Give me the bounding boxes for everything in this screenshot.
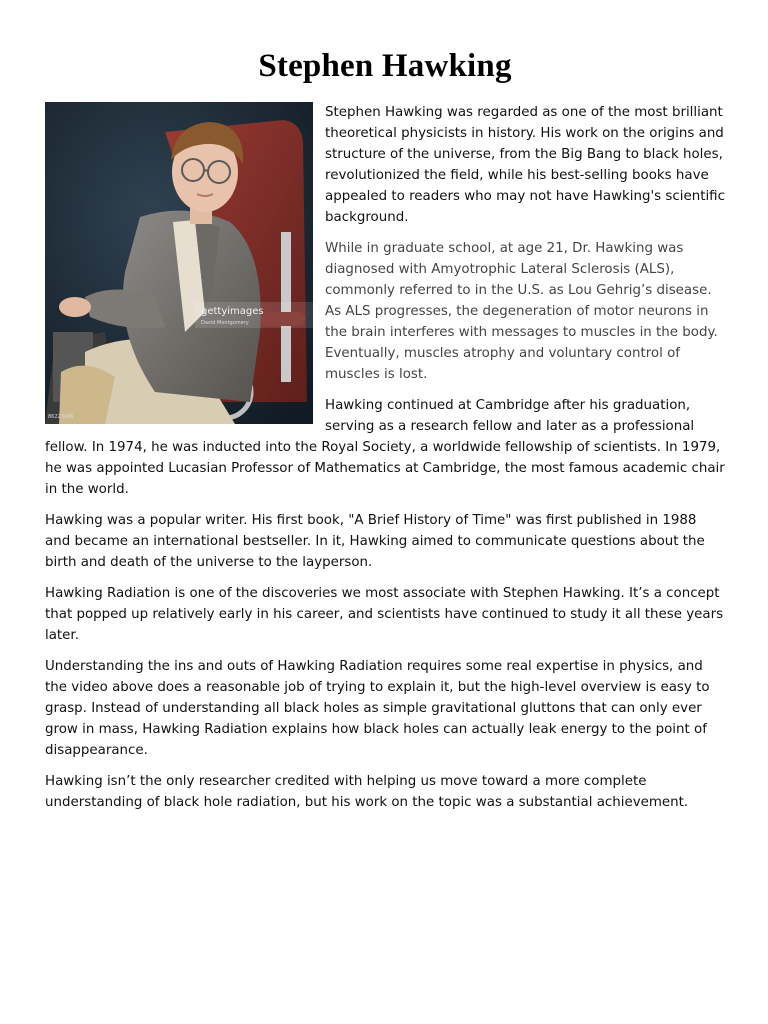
watermark-brand: gettyimages — [201, 306, 264, 317]
paragraph-radiation-explained: Understanding the ins and outs of Hawking Radiation requires some real expertise in physics, and the video above does a reasonable job of trying to explain it, but the high-level overview is easy to grasp. Instead of understanding all black holes as simple gravitational gluttons that can only ever grow in mass, Hawking Radiation explains how black holes can actually leak energy to the point of disappearance. — [45, 659, 710, 758]
watermark-credit: David Montgomery — [201, 320, 249, 326]
paragraph-conclusion: Hawking isn’t the only researcher credited with helping us move toward a more complete understanding of black hole radiation, but his work on the topic was a substantial achievement. — [45, 774, 689, 810]
portrait-illustration — [45, 102, 313, 424]
photo-id: 86223436 — [48, 414, 74, 420]
portrait-photo — [45, 102, 313, 424]
paragraph-radiation: Hawking Radiation is one of the discoveries we most associate with Stephen Hawking. It’s a concept that popped up relatively early in his career, and scientists have continued to study it all these years later. — [45, 586, 724, 643]
paragraph-writer: Hawking was a popular writer. His first book, "A Brief History of Time" was first published in 1988 and became an international bestseller. In it, Hawking aimed to communicate questions about the birth and death of the universe to the layperson. — [45, 513, 705, 570]
paragraph-cambridge: Hawking continued at Cambridge after his graduation, serving as a research fellow and later as a professional fellow. In 1974, he was inducted into the Royal Society, a worldwide fellowship of scientists. In 1979, he was appointed Lucasian Professor of Mathematics at Cambridge, the most famous academic chair in the world. — [45, 398, 725, 497]
paragraph-intro: Stephen Hawking was regarded as one of the most brilliant theoretical physicists in history. His work on the origins and structure of the universe, from the Big Bang to black holes, revolutionized the field, while his best-selling books have appealed to readers who may not have Hawking's scientific background. — [325, 105, 725, 225]
getty-watermark — [201, 307, 264, 328]
document-title: Stephen Hawking — [258, 48, 512, 84]
paragraph-als: While in graduate school, at age 21, Dr. Hawking was diagnosed with Amyotrophic Lateral Sclerosis (ALS), commonly referred to in the U.S. as Lou Gehrig’s disease. As ALS progresses, the degeneration of motor neurons in the brain interferes with messages to muscles in the body. Eventually, muscles atrophy and voluntary control of muscles is lost. — [325, 241, 718, 382]
document-page — [45, 40, 725, 823]
